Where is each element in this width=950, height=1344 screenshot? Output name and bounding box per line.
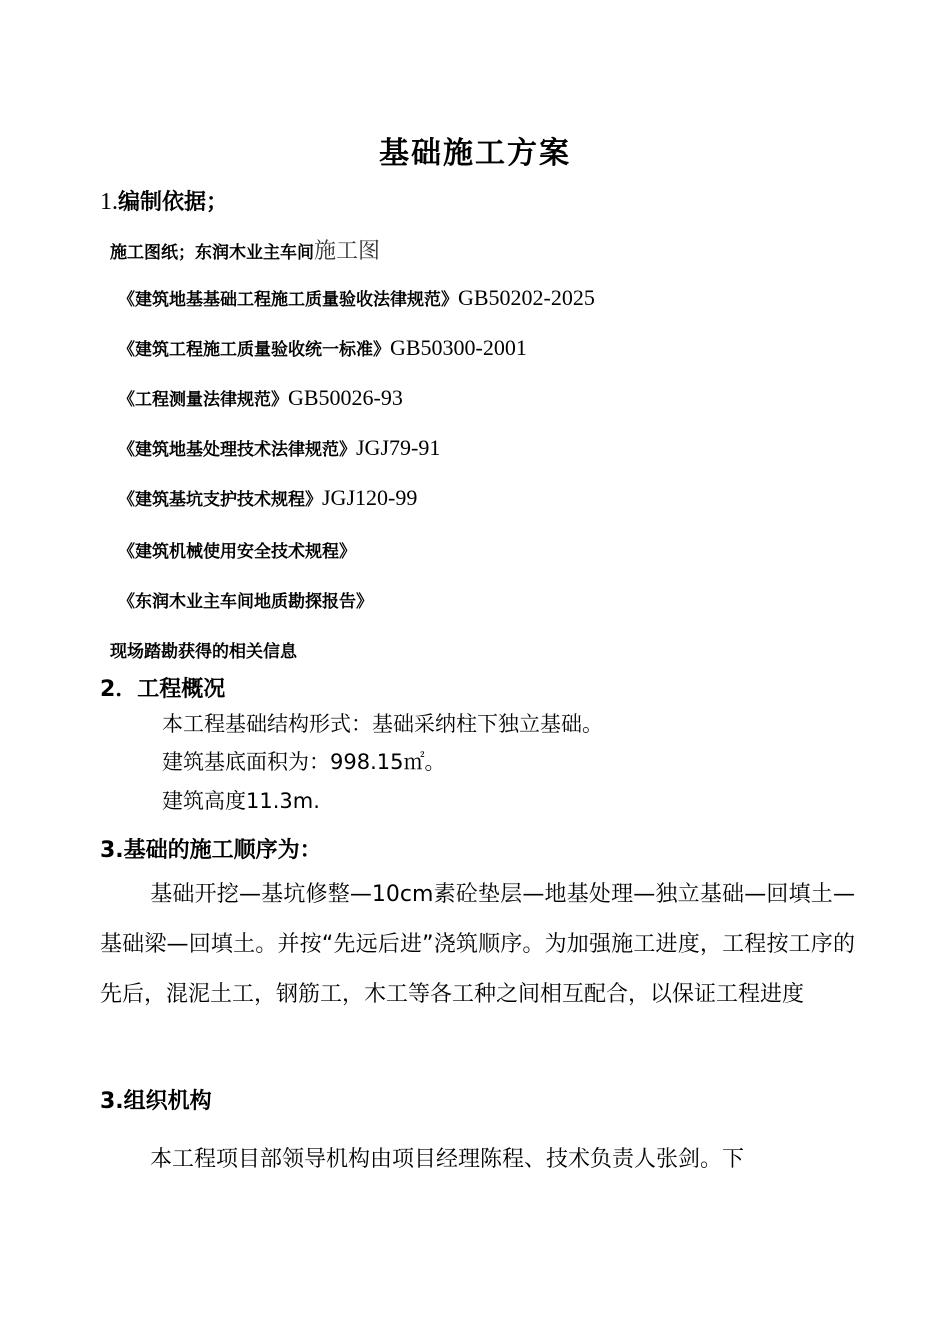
section-2-heading: 2．工程概况	[100, 677, 226, 702]
overview-line: 建筑基底面积为：998.15㎡。	[162, 750, 446, 774]
basis-item	[110, 637, 297, 662]
basis-item	[118, 537, 356, 562]
basis-item	[118, 435, 440, 461]
basis-item-code: JGJ79-91	[356, 435, 441, 460]
basis-item	[118, 485, 417, 511]
basis-item-text: 《建筑工程施工质量验收统一标准》	[118, 340, 390, 360]
basis-item-text: 《建筑机械使用安全技术规程》	[118, 542, 356, 562]
basis-item	[118, 385, 403, 411]
basis-item-text: 现场踏勘获得的相关信息	[110, 642, 297, 662]
section-4-heading: 3.组织机构	[100, 1089, 212, 1114]
document-title: 基础施工方案	[379, 136, 571, 171]
basis-item-text: 《建筑地基处理技术法律规范》	[118, 440, 356, 460]
basis-item-text: 《工程测量法律规范》	[118, 390, 288, 410]
overview-line: 本工程基础结构形式：基础采纳柱下独立基础。	[162, 712, 603, 736]
basis-item-text: 《建筑地基基础工程施工质量验收法律规范》	[118, 290, 458, 310]
section-1-heading	[100, 185, 228, 216]
section-3-paragraph	[100, 870, 855, 1020]
section-3-heading: 3.基础的施工顺序为：	[100, 838, 322, 863]
basis-item	[118, 335, 527, 361]
basis-item-code: GB50026-93	[288, 385, 403, 410]
basis-item-code: JGJ120-99	[322, 485, 418, 510]
section-1-number: 1.	[100, 189, 118, 215]
section-1-heading-text: 编制依据；	[118, 190, 229, 215]
section-4-paragraph-text: 本工程项目部领导机构由项目经理陈程、技术负责人张剑。下	[150, 1147, 745, 1172]
basis-item-code: GB50202-2025	[458, 285, 595, 310]
basis-item-code: 施工图	[314, 238, 381, 263]
basis-item	[110, 234, 380, 265]
basis-item	[118, 285, 595, 311]
basis-item-code: GB50300-2001	[390, 335, 527, 360]
basis-item	[118, 587, 373, 612]
overview-line: 建筑高度11.3m.	[162, 789, 320, 813]
basis-item-text: 施工图纸；东润木业主车间	[110, 243, 314, 263]
basis-item-text: 《建筑基坑支护技术规程》	[118, 490, 322, 510]
basis-item-text: 《东润木业主车间地质勘探报告》	[118, 592, 373, 612]
section-3-paragraph-text: 基础开挖—基坑修整—10cm素砼垫层—地基处理—独立基础—回填土—基础梁—回填土。并按“先远后进”浇筑顺序。为加强施工进度，工程按工序的先后，混泥土工，钢筋工，木工等各工种之间相互配合，以保证工程进度	[100, 882, 855, 1007]
section-4-paragraph	[100, 1135, 855, 1185]
